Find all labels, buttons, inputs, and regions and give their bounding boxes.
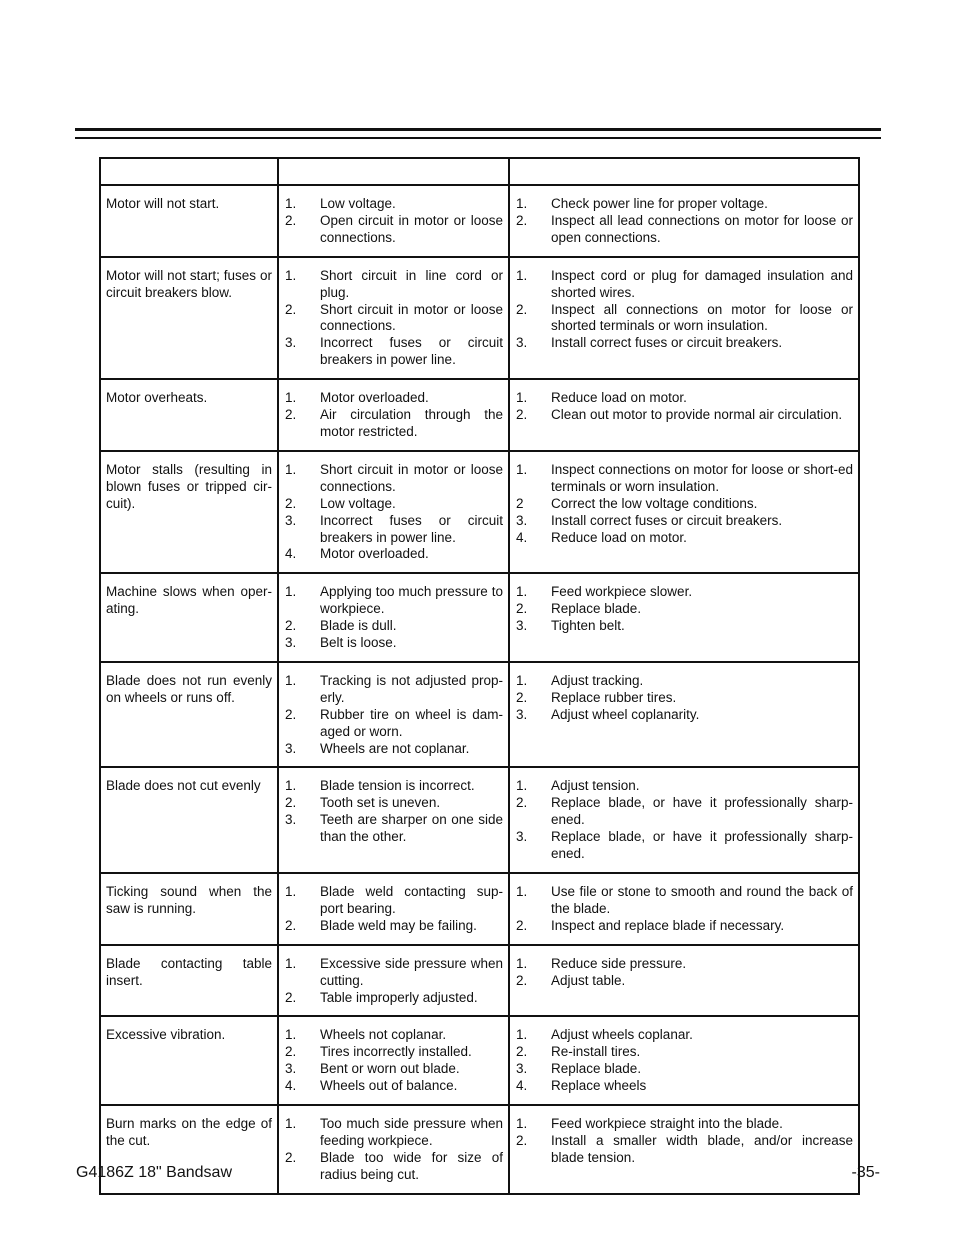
cause-text: Too much side pressure when feeding workpiece. (320, 1116, 503, 1148)
solution-text: Adjust tracking. (551, 672, 644, 688)
header-problem (100, 158, 278, 185)
solution-number: 1. (516, 1027, 528, 1043)
cause-cell (278, 662, 509, 768)
cause-item (285, 635, 503, 652)
cause-cell (278, 1016, 509, 1105)
solution-text: Reduce load on motor. (551, 529, 687, 545)
cause-item (285, 1044, 503, 1061)
cause-text: Incorrect fuses or circuit breakers in power line. (320, 335, 503, 368)
solution-item (516, 956, 853, 973)
solution-cell (509, 451, 859, 573)
cause-item (285, 812, 503, 846)
solution-number: 3. (516, 335, 528, 351)
solution-item (516, 690, 853, 707)
solution-number: 1. (516, 196, 528, 211)
solution-cell (509, 379, 859, 451)
solution-number: 3. (516, 1061, 528, 1077)
cause-number: 2. (285, 989, 297, 1005)
solution-item (516, 1078, 853, 1095)
cause-number: 1. (285, 584, 297, 600)
cause-item (285, 213, 503, 247)
solution-text: Replace rubber tires. (551, 689, 677, 705)
cause-text: Incorrect fuses or circuit breakers in power line. (320, 512, 503, 545)
table-row (100, 573, 859, 662)
solution-item (516, 390, 853, 407)
cause-item (285, 956, 503, 990)
cause-text: Wheels are not coplanar. (320, 740, 470, 756)
symptom-cell: Ticking sound when the saw is running. (100, 873, 278, 945)
solution-item (516, 829, 853, 863)
solution-item (516, 884, 853, 918)
table-row (100, 945, 859, 1017)
solution-item (516, 462, 853, 496)
solution-number: 4. (516, 1078, 528, 1094)
solution-text: Install correct fuses or circuit breakers. (551, 512, 783, 528)
solution-number: 1. (516, 584, 528, 600)
cause-item (285, 268, 503, 302)
cause-text: Excessive side pressure when cutting. (320, 955, 503, 988)
cause-cell (278, 185, 509, 257)
cause-item (285, 546, 503, 563)
solution-text: Replace blade, or have it professionally sharp-ened. (551, 795, 853, 828)
solution-number: 2. (516, 917, 528, 933)
solution-cell (509, 257, 859, 379)
cause-text: Blade too wide for size of radius being cut. (320, 1149, 503, 1182)
symptom-cell: Blade does not run evenly on wheels or runs off. (100, 662, 278, 768)
cause-text: Short circuit in motor or loose connections. (320, 301, 503, 334)
cause-number: 2. (285, 1149, 297, 1165)
solution-text: Replace blade. (551, 601, 642, 617)
header-rule-thick (75, 128, 881, 131)
cause-item (285, 673, 503, 707)
solution-number: 2. (516, 407, 528, 423)
cause-item (285, 302, 503, 336)
solution-item (516, 513, 853, 530)
cause-item (285, 1027, 503, 1044)
cause-cell (278, 873, 509, 945)
cause-number: 2. (285, 495, 297, 511)
header-rule-thin (75, 137, 881, 139)
cause-number: 2. (285, 1044, 297, 1060)
cause-text: Blade is dull. (320, 618, 397, 634)
solution-number: 2. (516, 1132, 528, 1148)
cause-number: 2. (285, 795, 297, 811)
solution-number: 2. (516, 972, 528, 988)
solution-text: Replace blade, or have it professionally sharp-ened. (551, 829, 853, 862)
cause-number: 1. (285, 390, 297, 406)
solution-number: 1. (516, 884, 528, 899)
solution-number: 2. (516, 601, 528, 617)
cause-number: 3. (285, 740, 297, 756)
solution-item (516, 1061, 853, 1078)
symptom-cell: Blade contacting table insert. (100, 945, 278, 1017)
solution-number: 2. (516, 1044, 528, 1060)
cause-number: 4. (285, 1078, 297, 1094)
cause-item (285, 513, 503, 547)
cause-text: Rubber tire on wheel is dam-aged or worn. (320, 706, 503, 739)
cause-number: 1. (285, 672, 297, 688)
solution-text: Check power line for proper voltage. (551, 196, 768, 211)
table-header-row (100, 158, 859, 185)
table-row (100, 1016, 859, 1105)
cause-text: Open circuit in motor or loose connections. (320, 212, 503, 245)
cause-number: 1. (285, 1116, 297, 1132)
solution-item (516, 601, 853, 618)
solution-cell (509, 573, 859, 662)
cause-text: Tires incorrectly installed. (320, 1044, 472, 1060)
cause-text: Low voltage. (320, 495, 396, 511)
solution-text: Feed workpiece straight into the blade. (551, 1116, 783, 1132)
cause-cell (278, 573, 509, 662)
cause-item (285, 390, 503, 407)
solution-text: Re-install tires. (551, 1044, 641, 1060)
cause-cell (278, 257, 509, 379)
solution-cell (509, 767, 859, 873)
symptom-cell: Burn marks on the edge of the cut. (100, 1105, 278, 1194)
cause-text: Short circuit in motor or loose connections. (320, 461, 503, 494)
solution-number: 3. (516, 829, 528, 845)
cause-number: 2. (285, 706, 297, 722)
solution-number: 4. (516, 529, 528, 545)
solution-item (516, 1116, 853, 1133)
cause-number: 1. (285, 461, 297, 477)
cause-text: Tracking is not adjusted prop-erly. (320, 672, 503, 705)
solution-number: 3. (516, 512, 528, 528)
cause-text: Motor overloaded. (320, 546, 429, 562)
solution-number: 3. (516, 618, 528, 634)
solution-cell (509, 873, 859, 945)
solution-number: 1. (516, 672, 528, 688)
cause-text: Applying too much pressure to workpiece. (320, 584, 503, 617)
solution-number: 2 (516, 495, 524, 511)
cause-item (285, 918, 503, 935)
header-solution (509, 158, 859, 185)
table-row (100, 379, 859, 451)
cause-text: Table improperly adjusted. (320, 989, 478, 1005)
cause-text: Wheels not coplanar. (320, 1027, 447, 1043)
cause-text: Air circulation through the motor restricted. (320, 407, 503, 439)
solution-text: Install correct fuses or circuit breakers. (551, 335, 783, 351)
cause-number: 2. (285, 917, 297, 933)
solution-number: 3. (516, 706, 528, 722)
table-row (100, 767, 859, 873)
solution-item (516, 1044, 853, 1061)
symptom-cell: Motor overheats. (100, 379, 278, 451)
cause-number: 2. (285, 407, 297, 423)
solution-text: Inspect connections on motor for loose or short-ed terminals or worn insulation. (551, 461, 853, 494)
cause-text: Blade weld contacting sup-port bearing. (320, 884, 503, 916)
solution-item (516, 778, 853, 795)
cause-item (285, 584, 503, 618)
symptom-cell: Motor will not start; fuses or circuit breakers blow. (100, 257, 278, 379)
cause-item (285, 778, 503, 795)
cause-number: 3. (285, 635, 297, 651)
solution-text: Tighten belt. (551, 618, 625, 634)
cause-item (285, 407, 503, 441)
solution-number: 1. (516, 461, 528, 477)
solution-cell (509, 662, 859, 768)
solution-item (516, 496, 853, 513)
solution-item (516, 918, 853, 935)
solution-cell (509, 1016, 859, 1105)
cause-text: Bent or worn out blade. (320, 1061, 460, 1077)
table-row (100, 662, 859, 768)
cause-cell (278, 767, 509, 873)
cause-cell (278, 1105, 509, 1194)
solution-item (516, 407, 853, 424)
solution-number: 1. (516, 1116, 528, 1132)
solution-item (516, 196, 853, 213)
table-body (100, 185, 859, 1194)
cause-item (285, 1078, 503, 1095)
solution-item (516, 707, 853, 724)
solution-number: 2. (516, 212, 528, 228)
solution-item (516, 618, 853, 635)
solution-text: Install a smaller width blade, and/or increase blade tension. (551, 1132, 853, 1165)
solution-text: Reduce side pressure. (551, 955, 687, 971)
cause-text: Motor overloaded. (320, 390, 429, 406)
cause-item (285, 496, 503, 513)
solution-item (516, 335, 853, 352)
cause-number: 1. (285, 955, 297, 971)
cause-item (285, 1061, 503, 1078)
solution-text: Replace wheels (551, 1078, 647, 1094)
cause-text: Wheels out of balance. (320, 1078, 458, 1094)
cause-item (285, 795, 503, 812)
solution-item (516, 1133, 853, 1167)
cause-cell (278, 451, 509, 573)
cause-number: 3. (285, 1061, 297, 1077)
solution-text: Correct the low voltage conditions. (551, 495, 758, 511)
cause-item (285, 1116, 503, 1150)
solution-item (516, 795, 853, 829)
cause-text: Tooth set is uneven. (320, 795, 441, 811)
cause-number: 3. (285, 512, 297, 528)
cause-item (285, 741, 503, 758)
solution-text: Inspect and replace blade if necessary. (551, 917, 785, 933)
solution-number: 2. (516, 795, 528, 811)
cause-number: 1. (285, 778, 297, 794)
cause-item (285, 462, 503, 496)
solution-text: Adjust wheel coplanarity. (551, 706, 700, 722)
solution-text: Use file or stone to smooth and round the back of the blade. (551, 884, 853, 916)
cause-text: Teeth are sharper on one side than the other. (320, 812, 503, 845)
solution-item (516, 973, 853, 990)
symptom-cell: Motor will not start. (100, 185, 278, 257)
table-row (100, 185, 859, 257)
cause-number: 1. (285, 1027, 297, 1043)
table-row (100, 257, 859, 379)
solution-item (516, 530, 853, 547)
cause-number: 2. (285, 212, 297, 228)
solution-item (516, 1027, 853, 1044)
cause-item (285, 196, 503, 213)
solution-number: 2. (516, 301, 528, 317)
symptom-cell: Motor stalls (resulting in blown fuses or tripped cir-cuit). (100, 451, 278, 573)
cause-cell (278, 945, 509, 1017)
header-cause (278, 158, 509, 185)
symptom-cell: Machine slows when oper-ating. (100, 573, 278, 662)
solution-item (516, 584, 853, 601)
cause-item (285, 618, 503, 635)
cause-cell (278, 379, 509, 451)
solution-cell (509, 1105, 859, 1194)
cause-item (285, 335, 503, 369)
cause-item (285, 990, 503, 1007)
solution-cell (509, 185, 859, 257)
solution-text: Inspect all lead connections on motor for loose or open connections. (551, 212, 853, 245)
solution-text: Feed workpiece slower. (551, 584, 693, 600)
cause-number: 3. (285, 335, 297, 351)
cause-number: 4. (285, 546, 297, 562)
solution-text: Adjust wheels coplanar. (551, 1027, 693, 1043)
footer-model: G4186Z 18" Bandsaw (76, 1164, 232, 1181)
cause-number: 1. (285, 884, 297, 899)
solution-number: 1. (516, 778, 528, 794)
cause-item (285, 1150, 503, 1184)
cause-item (285, 707, 503, 741)
solution-text: Clean out motor to provide normal air circulation. (551, 407, 843, 423)
cause-text: Blade tension is incorrect. (320, 778, 475, 794)
cause-number: 3. (285, 812, 297, 828)
solution-item (516, 673, 853, 690)
solution-number: 1. (516, 390, 528, 406)
symptom-cell: Excessive vibration. (100, 1016, 278, 1105)
cause-number: 2. (285, 301, 297, 317)
solution-text: Inspect cord or plug for damaged insulation and shorted wires. (551, 267, 853, 300)
solution-number: 1. (516, 955, 528, 971)
table-row (100, 451, 859, 573)
cause-text: Blade weld may be failing. (320, 917, 477, 933)
solution-item (516, 302, 853, 336)
symptom-cell: Blade does not cut evenly (100, 767, 278, 873)
solution-number: 1. (516, 267, 528, 283)
solution-number: 2. (516, 689, 528, 705)
solution-text: Adjust tension. (551, 778, 640, 794)
cause-number: 1. (285, 267, 297, 283)
troubleshooting-table (99, 157, 860, 1195)
solution-text: Reduce load on motor. (551, 390, 687, 406)
solution-text: Adjust table. (551, 972, 626, 988)
cause-text: Low voltage. (320, 196, 396, 211)
solution-text: Inspect all connections on motor for loose or shorted terminals or worn insulation. (551, 301, 853, 334)
solution-item (516, 268, 853, 302)
solution-item (516, 213, 853, 247)
solution-cell (509, 945, 859, 1017)
cause-number: 2. (285, 618, 297, 634)
solution-text: Replace blade. (551, 1061, 642, 1077)
table-row (100, 873, 859, 945)
cause-number: 1. (285, 196, 297, 211)
cause-text: Short circuit in line cord or plug. (320, 267, 503, 300)
cause-item (285, 884, 503, 918)
cause-text: Belt is loose. (320, 635, 397, 651)
footer-page-number: -35- (851, 1164, 880, 1181)
